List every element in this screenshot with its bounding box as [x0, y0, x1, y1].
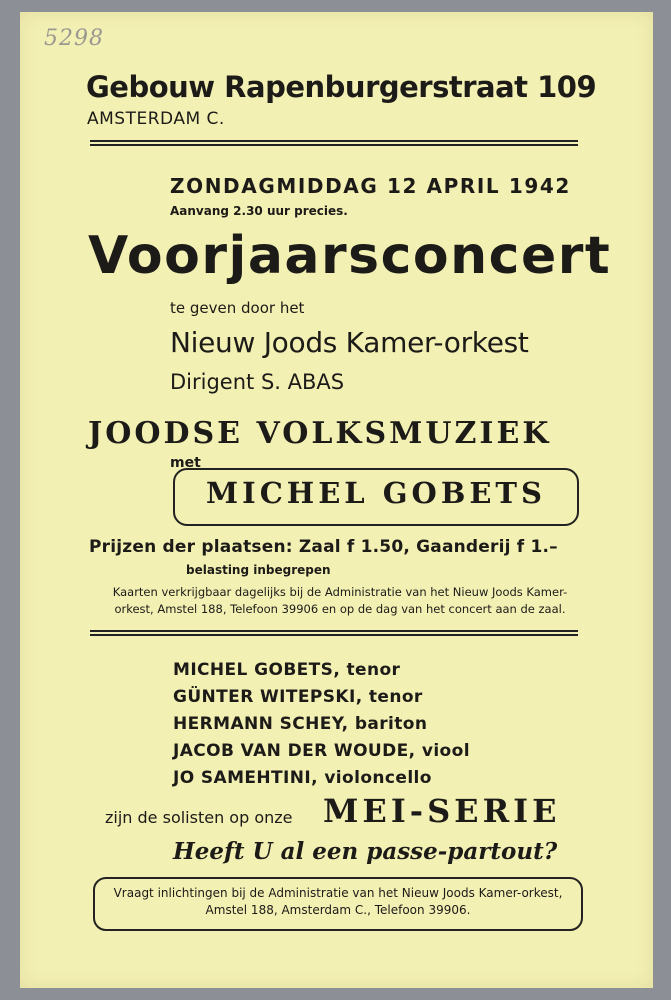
- soloist-role: tenor: [346, 660, 401, 680]
- series-name: MEI-SERIE: [323, 792, 561, 830]
- start-time: Aanvang 2.30 uur precies.: [170, 204, 348, 218]
- orchestra-name: Nieuw Joods Kamer-orkest: [170, 326, 529, 359]
- concert-date: ZONDAGMIDDAG 12 APRIL 1942: [170, 174, 571, 198]
- soloist-row: JO SAMEHTINI, violoncello: [173, 768, 432, 788]
- venue-city: AMSTERDAM C.: [87, 109, 225, 129]
- soloist-name: HERMANN SCHEY: [173, 714, 342, 734]
- ticket-sales-line-2: orkest, Amstel 188, Telefoon 39906 en op de dag van het concert aan de zaal.: [114, 602, 566, 616]
- featured-artist: MICHEL GOBETS: [206, 476, 546, 510]
- venue-name: Gebouw Rapenburgerstraat 109: [86, 70, 597, 104]
- ticket-sales-info: [90, 584, 590, 618]
- concert-title: Voorjaarsconcert: [88, 226, 612, 286]
- soloist-name: GÜNTER WITEPSKI: [173, 687, 356, 707]
- soloist-role: bariton: [354, 714, 428, 734]
- top-divider: [90, 140, 578, 146]
- season-pass-question: Heeft U al een passe-partout?: [173, 838, 558, 865]
- conductor: Dirigent S. ABAS: [170, 370, 345, 394]
- pencil-catalog-number: 5298: [44, 26, 104, 51]
- soloist-row: HERMANN SCHEY, bariton: [173, 714, 428, 734]
- middle-divider: [90, 630, 578, 636]
- soloist-name: JACOB VAN DER WOUDE: [173, 741, 409, 761]
- info-line-1: Vraagt inlichtingen bij de Administratie van het Nieuw Joods Kamer-orkest,: [113, 886, 563, 900]
- tax-note: belasting inbegrepen: [186, 563, 331, 577]
- given-by-text: te geven door het: [170, 299, 305, 317]
- info-text: [95, 885, 581, 919]
- ticket-prices: Prijzen der plaatsen: Zaal f 1.50, Gaanderij f 1.–: [89, 537, 558, 557]
- soloist-row: JACOB VAN DER WOUDE, viool: [173, 741, 470, 761]
- soloist-role: viool: [421, 741, 470, 761]
- series-intro: zijn de solisten op onze: [105, 808, 293, 827]
- with-text: met: [170, 455, 201, 471]
- ticket-sales-line-1: Kaarten verkrijgbaar dagelijks bij de Administratie van het Nieuw Joods Kamer-: [112, 585, 568, 599]
- soloist-role: tenor: [368, 687, 423, 707]
- info-line-2: Amstel 188, Amsterdam C., Telefoon 39906.: [205, 903, 471, 917]
- soloist-row: GÜNTER WITEPSKI, tenor: [173, 687, 423, 707]
- soloist-name: MICHEL GOBETS: [173, 660, 334, 680]
- soloist-row: MICHEL GOBETS, tenor: [173, 660, 401, 680]
- poster-sheet: [20, 12, 653, 988]
- program-title: JOODSE VOLKSMUZIEK: [88, 416, 552, 451]
- soloist-name: JO SAMEHTINI: [173, 768, 312, 788]
- soloist-role: violoncello: [324, 768, 432, 788]
